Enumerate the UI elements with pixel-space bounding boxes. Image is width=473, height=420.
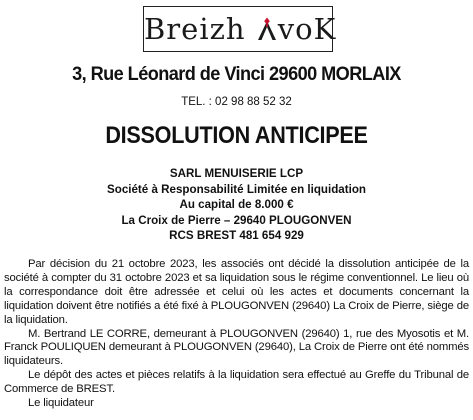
logo-text-before: Breizh xyxy=(144,12,256,46)
office-address: 3, Rue Léonard de Vinci 29600 MORLAIX xyxy=(72,63,401,85)
notice-body xyxy=(4,258,469,411)
body-paragraph: M. Bertrand LE CORRE, demeurant à PLOUGONVEN (29640) 1, rue des Myosotis et M. Franck POULIQUEN demeurant à PLOUGONVEN (29640), La Croix de Pierre ont été nommés liquidateurs. xyxy=(4,327,469,368)
breizh-avok-logo xyxy=(143,6,337,52)
body-paragraph: Le dépôt des actes et pièces relatifs à la liquidation sera effectué au Greffe du Tribunal de Commerce de BREST. xyxy=(4,369,469,396)
signature: Le liquidateur xyxy=(28,397,94,410)
company-address: La Croix de Pierre – 29640 PLOUGONVEN xyxy=(121,213,352,227)
ermine-icon xyxy=(256,17,278,41)
office-telephone: TEL. : 02 98 88 52 32 xyxy=(181,96,292,108)
company-capital: Au capital de 8.000 € xyxy=(179,198,294,212)
logo-text-after: voK xyxy=(277,12,337,46)
company-rcs: RCS BREST 481 654 929 xyxy=(169,229,304,243)
body-paragraph: Par décision du 21 octobre 2023, les associés ont décidé la dissolution anticipée de la société à compter du 31 octobre 2023 et sa liquidation sous le régime conventionnel. Le lieu où la correspondance doit être adressée et celui où les actes et documents concernant la liquidation doivent être notifiés a été fixé à PLOUGONVEN (29640) La Croix de Pierre, siège de la liquidation. xyxy=(4,258,469,326)
company-block xyxy=(0,166,473,244)
notice-title: DISSOLUTION ANTICIPEE xyxy=(105,122,368,149)
company-name: SARL MENUISERIE LCP xyxy=(169,167,304,180)
company-form: Société à Responsabilité Limitée en liquidation xyxy=(107,182,366,196)
logo-text xyxy=(144,12,337,46)
